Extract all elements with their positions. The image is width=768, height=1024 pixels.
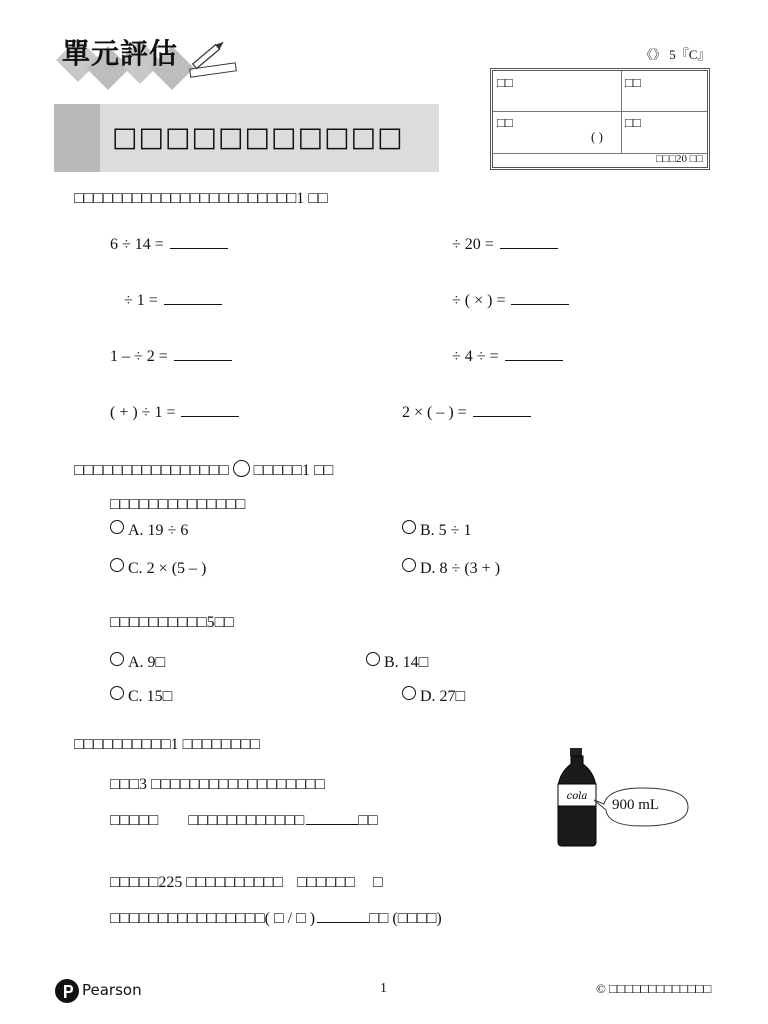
class-label: □□ [625,75,641,90]
pearson-logo-icon [54,978,80,1004]
option-b[interactable] [366,652,428,672]
calc-expression: ÷ 4 ÷ = [452,348,499,365]
radio-circle-icon[interactable] [402,686,416,700]
radio-circle-icon[interactable] [110,686,124,700]
calc-expression: ÷ ( × ) = [452,292,506,309]
copyright-notice: © □□□□□□□□□□□□□ [596,981,712,996]
q4-line1 [110,874,383,892]
calc-item [452,290,569,310]
calc-item [110,402,239,422]
info-divider [621,71,622,153]
svg-text:cola: cola [566,791,588,802]
option-b[interactable] [402,520,471,540]
q4-text: □ [372,874,383,891]
answer-blank[interactable] [174,346,232,361]
option-label: B. 14□ [384,654,429,671]
calc-item [124,290,222,310]
option-label: C. 2 × (5 – ) [128,560,207,577]
calc-item [110,346,232,366]
answer-blank[interactable] [164,290,222,305]
volume-label: 900 mL [612,797,660,813]
option-c[interactable] [110,558,206,578]
unit-assessment-title: 單元評估 [62,37,179,70]
q3-text: □□□□□□□□□□□□ [188,812,305,829]
time-allowed: □□□20 □□ [656,153,703,165]
calc-item [452,346,563,366]
q3-text: □□ [358,812,378,829]
option-label: A. 19 ÷ 6 [128,522,189,539]
option-label: A. 9□ [128,654,166,671]
answer-blank[interactable] [306,810,358,825]
calc-expression: 6 ÷ 14 = [110,236,164,253]
calc-expression: ÷ 1 = [124,292,158,309]
option-label: C. 15□ [128,688,173,705]
answer-blank[interactable] [505,346,563,361]
q1-prompt: □□□□□□□□□□□□□□ [110,496,246,513]
calc-expression: 2 × ( – ) = [402,404,467,421]
option-a[interactable] [110,520,188,540]
radio-circle-icon[interactable] [366,652,380,666]
section3-heading: □□□□□□□□□□1 □□□□□□□□ [74,736,260,753]
radio-circle-icon[interactable] [110,558,124,572]
q4-text: □□□□□□ [296,874,355,891]
calc-item [452,234,558,254]
option-label: D. 27□ [420,688,466,705]
calc-expression: ÷ 20 = [452,236,494,253]
answer-circle-icon [233,460,250,477]
option-d[interactable] [402,558,500,578]
score-label: □□ [497,115,513,130]
radio-circle-icon[interactable] [402,520,416,534]
radio-circle-icon[interactable] [110,652,124,666]
q4-line2 [110,908,442,928]
q2-prompt: □□□□□□□□□□5□□ [110,614,234,631]
calc-expression: 1 – ÷ 2 = [110,348,168,365]
q4-text: □□□□□□□□□□□□□□□□( □ / □ ) [110,910,316,927]
section1-heading: □□□□□□□□□□□□□□□□□□□□□□□1 □□ [74,190,328,207]
option-a[interactable] [110,652,165,672]
section2-heading-a: □□□□□□□□□□□□□□□□ [74,462,229,479]
q4-text: □□□□□225 □□□□□□□□□□ [110,874,283,891]
answer-blank[interactable] [170,234,228,249]
radio-circle-icon[interactable] [110,520,124,534]
section2-heading-b: □□□□□1 □□ [253,462,334,479]
answer-blank[interactable] [500,234,558,249]
option-label: B. 5 ÷ 1 [420,522,472,539]
student-info-box [490,68,710,170]
title-band-tab [54,104,100,172]
option-label: D. 8 ÷ (3 + ) [420,560,501,577]
q3-line2 [110,810,378,830]
calc-item [402,402,531,422]
answer-blank[interactable] [181,402,239,417]
publisher-name: Pearson [82,981,142,999]
page-number: 1 [380,981,387,996]
answer-blank[interactable] [473,402,531,417]
q4-text: □□ (□□□□) [369,910,442,927]
page-title: □□□□□□□□□□□ [112,122,404,153]
calc-expression: ( + ) ÷ 1 = [110,404,176,421]
answer-blank[interactable] [317,908,369,923]
name-label: □□ [497,75,513,90]
radio-circle-icon[interactable] [402,558,416,572]
date-label: □□ [625,115,641,130]
class-number-paren: ( ) [591,129,603,144]
option-d[interactable] [402,686,465,706]
section2-heading [74,460,333,480]
pencil-ruler-icon [186,38,238,80]
answer-blank[interactable] [511,290,569,305]
calc-item [110,234,228,254]
q3-text: □□□□□ [110,812,159,829]
option-c[interactable] [110,686,172,706]
edition-label: 《》 5『C』 [640,47,711,62]
info-divider [493,111,707,112]
q3-line1: □□□3 □□□□□□□□□□□□□□□□□□ [110,776,325,793]
